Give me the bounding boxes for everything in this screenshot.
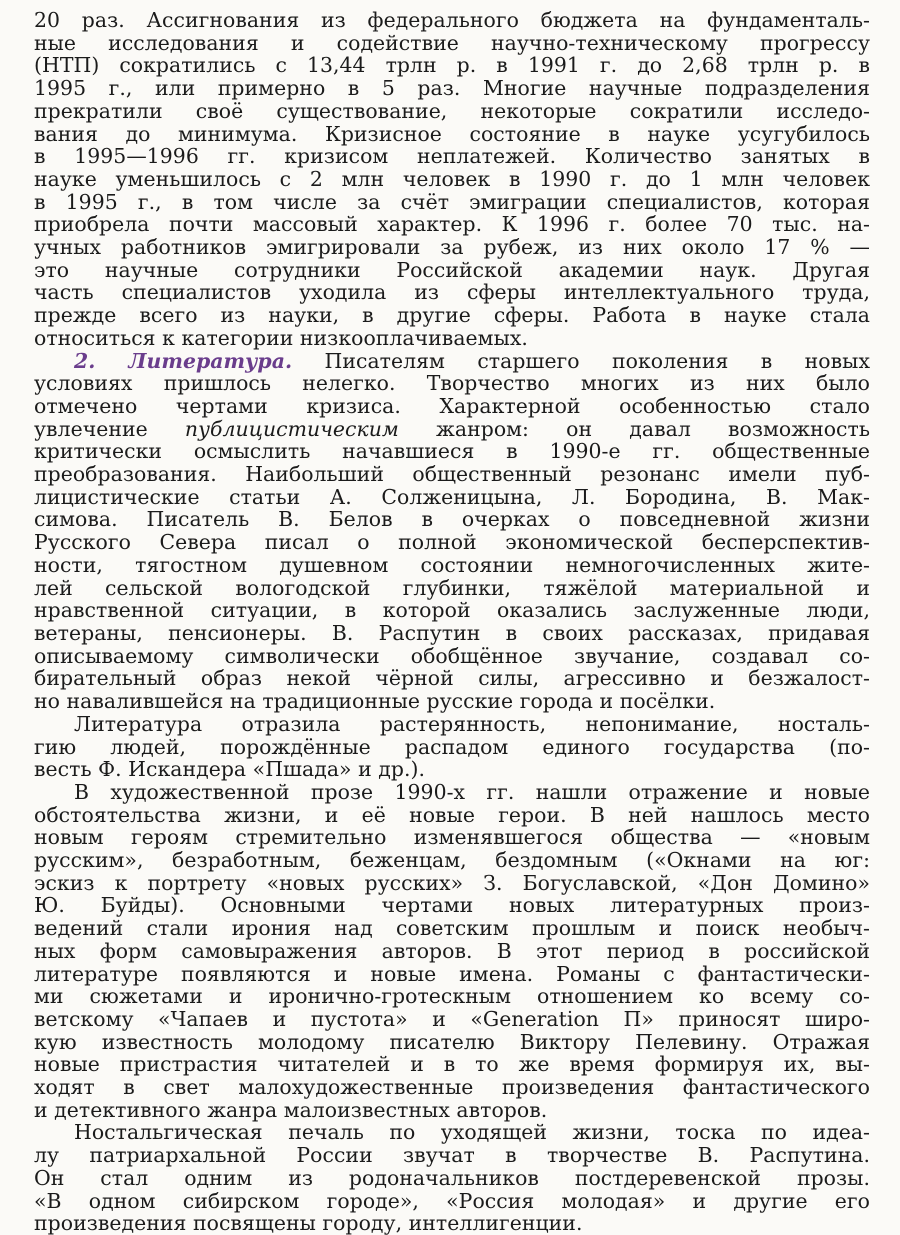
section-heading: 2. Литература.: [74, 348, 293, 373]
text-line: Русского Севера писал о полной экономической бесперспектив-: [34, 530, 870, 555]
text-line: [34, 418, 870, 441]
text-fragment: жанром: он давал возможность: [398, 416, 870, 441]
text-line: (НТП) сократились с 13,44 трлн р. в 1991 г. до 2,68 трлн р. в: [34, 53, 870, 78]
text-line: кую известность молодому писателю Виктору Пелевину. Отражая: [34, 1029, 870, 1054]
text-line: преобразования. Наибольший общественный резонанс имели пуб-: [34, 462, 870, 487]
text-line: ветераны, пенсионеры. В. Распутин в своих рассказах, придавая: [34, 620, 870, 645]
text-line: весть Ф. Искандера «Пшада» и др.).: [34, 757, 426, 782]
text-line: вания до минимума. Кризисное состояние в науке усугубилось: [34, 121, 870, 146]
text-line: ведений стали ирония над советским прошлым и поиск необыч-: [34, 916, 870, 941]
text-line: это научные сотрудники Российской академии наук. Другая: [34, 257, 870, 282]
text-line: науке уменьшилось с 2 млн человек в 1990 г. до 1 млн человек: [34, 166, 870, 191]
text-fragment: Ностальгическая печаль по уходящей жизни, тоска по идеа-: [74, 1120, 870, 1145]
text-line: гию людей, порождённые распадом единого государства (по-: [34, 734, 870, 759]
text-line: Он стал одним из родоначальников постдеревенской прозы.: [34, 1165, 870, 1190]
text-line: [34, 350, 870, 373]
text-line: новым героям стремительно изменявшегося общества — «новым: [34, 825, 870, 850]
text-fragment: В художественной прозе 1990-х гг. нашли отражение и новые: [74, 779, 870, 804]
text-line: прежде всего из науки, в другие сферы. Работа в науке стала: [34, 303, 870, 328]
text-line: «В одном сибирском городе», «Россия молодая» и другие его: [34, 1188, 870, 1213]
text-line: учных работников эмигрировали за рубеж, из них около 17 % —: [34, 235, 870, 260]
text-line: эскиз к портрету «новых русских» З. Богуславской, «Дон Домино»: [34, 870, 870, 895]
text-line: ные исследования и содействие научно-техническому прогрессу: [34, 30, 870, 55]
paragraph-science: [34, 9, 870, 350]
emphasis-term: публицистическим: [184, 416, 399, 441]
paragraph-nostalgia: [34, 713, 870, 781]
text-line: лу патриархальной России звучат в творчестве В. Распутина.: [34, 1143, 870, 1168]
text-line: но навалившейся на традиционные русские города и посёлки.: [34, 689, 716, 714]
paragraph-literature: [34, 350, 870, 713]
paragraph-prose: [34, 781, 870, 1122]
text-line: 1995 г., или примерно в 5 раз. Многие научные подразделения: [34, 76, 870, 101]
text-line: отмечено чертами кризиса. Характерной особенностью стало: [34, 393, 870, 418]
text-line: описываемому символически обобщённое звучание, создавал со-: [34, 643, 870, 668]
text-line: произведения посвящены городу, интеллигенции.: [34, 1211, 583, 1235]
text-line: [34, 1121, 870, 1144]
text-fragment: Писателям старшего поколения в новых: [292, 348, 870, 373]
text-line: лицистические статьи А. Солженицына, Л. Бородина, В. Мак-: [34, 484, 870, 509]
text-line: ных форм самовыражения авторов. В этот период в российской: [34, 938, 870, 963]
text-line: Ю. Буйды). Основными чертами новых литературных произ-: [34, 893, 870, 918]
text-line: литературе появляются и новые имена. Романы с фантастически-: [34, 961, 870, 986]
text-line: условиях пришлось нелегко. Творчество многих из них было: [34, 371, 870, 396]
text-line: ности, тягостном душевном состоянии немногочисленных жите-: [34, 552, 870, 577]
text-line: в 1995—1996 гг. кризисом неплатежей. Количество занятых в: [34, 144, 870, 169]
text-line: прекратили своё существование, некоторые сократили исследо-: [34, 98, 870, 123]
text-line: относиться к категории низкооплачиваемых.: [34, 325, 528, 350]
text-line: ходят в свет малохудожественные произведения фантастического: [34, 1075, 870, 1100]
text-line: приобрела почти массовый характер. К 1996 г. более 70 тыс. на-: [34, 212, 870, 237]
text-line: обстоятельства жизни, и её новые герои. В ней нашлось место: [34, 802, 870, 827]
text-line: [34, 713, 870, 736]
text-fragment: увлечение: [34, 416, 185, 441]
text-line: ветскому «Чапаев и пустота» и «Generation П» приносят широ-: [34, 1006, 870, 1031]
text-fragment: Литература отразила растерянность, непонимание, носталь-: [74, 711, 870, 736]
text-line: нравственной ситуации, в которой оказались заслуженные люди,: [34, 598, 870, 623]
text-line: [34, 781, 870, 804]
paragraph-rasputin: [34, 1121, 870, 1235]
text-line: лей сельской вологодской глубинки, тяжёлой материальной и: [34, 575, 870, 600]
text-line: ми сюжетами и иронично-гротескным отношением ко всему со-: [34, 984, 870, 1009]
text-line: часть специалистов уходила из сферы интеллектуального труда,: [34, 280, 870, 305]
text-line: русским», безработным, беженцам, бездомным («Окнами на юг:: [34, 848, 870, 873]
text-line: бирательный образ некой чёрной силы, агрессивно и безжалост-: [34, 666, 870, 691]
text-line: новые пристрастия читателей и в то же время формируя их, вы-: [34, 1052, 870, 1077]
text-line: в 1995 г., в том числе за счёт эмиграции специалистов, которая: [34, 189, 870, 214]
text-line: 20 раз. Ассигнования из федерального бюджета на фундаменталь-: [34, 8, 870, 32]
text-line: и детективного жанра малоизвестных авторов.: [34, 1097, 548, 1122]
text-line: симова. Писатель В. Белов в очерках о повседневной жизни: [34, 507, 870, 532]
text-line: критически осмыслить начавшиеся в 1990-е гг. общественные: [34, 439, 870, 464]
